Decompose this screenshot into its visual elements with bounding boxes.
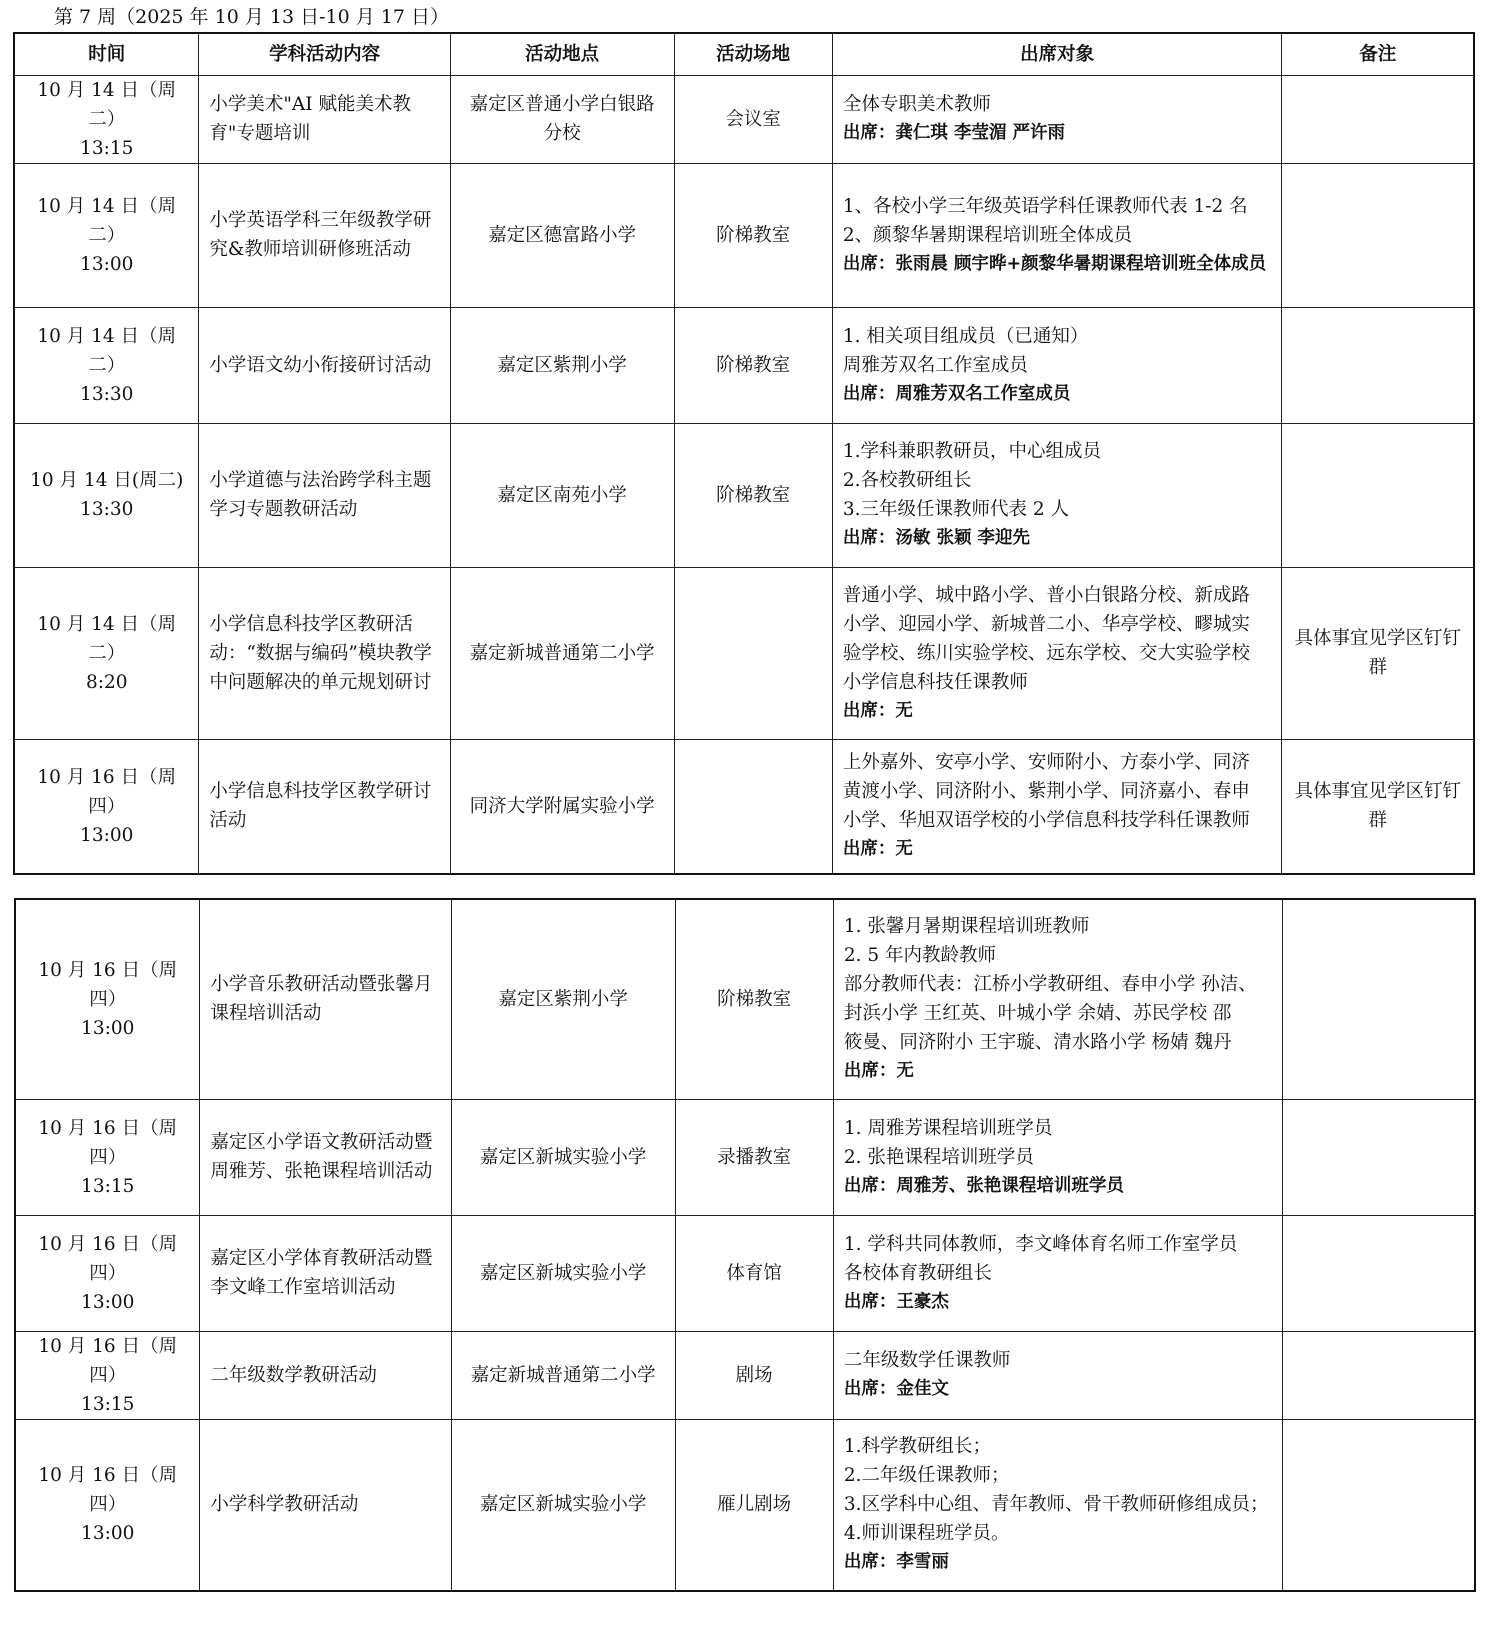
- attendee-line: 2、颜黎华暑期课程培训班全体成员: [842, 224, 1133, 246]
- activity-time: 13:00: [81, 1523, 135, 1545]
- attend-names: 张雨晨 顾宇晔+颜黎华暑期课程培训班全体成员: [895, 253, 1267, 274]
- cell-content: 嘉定区小学体育教研活动暨李文峰工作室培训活动: [200, 1215, 451, 1331]
- cell-content: 小学英语学科三年级教学研究&教师培训研修班活动: [199, 163, 450, 307]
- cell-time: [14, 739, 199, 874]
- activity-time: 13:00: [80, 253, 134, 275]
- cell-content: 小学科学教研活动: [200, 1419, 451, 1591]
- activity-date: 10 月 14 日（周二）: [37, 79, 177, 130]
- activity-date: 10 月 14 日（周二）: [37, 195, 177, 246]
- cell-content: 小学音乐教研活动暨张馨月课程培训活动: [200, 899, 451, 1099]
- cell-location: 嘉定新城普通第二小学: [450, 567, 674, 739]
- cell-attendees: [833, 1331, 1283, 1419]
- activity-date: 10 月 14 日（周二）: [37, 613, 177, 664]
- attendee-line: 封浜小学 王红英、叶城小学 余婧、苏民学校 邵: [843, 1003, 1232, 1025]
- cell-location: 同济大学附属实验小学: [450, 739, 674, 874]
- attendee-line: 4.师训课程班学员。: [843, 1523, 1010, 1545]
- attend-line: [843, 250, 1272, 279]
- activity-date: 10 月 16 日（周四）: [38, 1233, 178, 1284]
- attend-label: 出席：: [842, 123, 896, 143]
- attend-line: [844, 1288, 1273, 1317]
- cell-venue: 剧场: [675, 1331, 833, 1419]
- header-attendees: 出席对象: [832, 33, 1282, 75]
- attend-names: 龚仁琪 李莹湄 严许雨: [895, 123, 1066, 143]
- cell-location: 嘉定新城普通第二小学: [451, 1331, 675, 1419]
- table-row: [14, 75, 1474, 163]
- cell-time: [15, 899, 200, 1099]
- cell-location: 嘉定区德富路小学: [450, 163, 674, 307]
- attendee-line: 周雅芳双名工作室成员: [842, 354, 1028, 376]
- attend-names: 无: [895, 839, 913, 860]
- header-time: 时间: [14, 33, 199, 75]
- cell-venue: 会议室: [674, 75, 832, 163]
- cell-remark: [1282, 307, 1474, 423]
- attendee-line: 小学、华旭双语学校的小学信息科技学科任课教师: [842, 810, 1250, 832]
- attendee-line: 1.学科兼职教研员，中心组成员: [842, 441, 1102, 462]
- attend-names: 周雅芳、张艳课程培训班学员: [896, 1175, 1124, 1196]
- activity-date: 10 月 16 日（周四）: [38, 1465, 178, 1516]
- header-row: [14, 33, 1474, 75]
- attend-line: [843, 524, 1272, 553]
- attendee-line: 1. 相关项目组成员（已通知）: [842, 325, 1089, 347]
- cell-attendees: [832, 75, 1282, 163]
- attend-line: [843, 835, 1272, 864]
- cell-remark: [1282, 423, 1474, 567]
- table-row: [15, 899, 1475, 1099]
- table-row: [14, 423, 1474, 567]
- attend-names: 周雅芳双名工作室成员: [895, 383, 1071, 404]
- attendee-line: 1. 周雅芳课程培训班学员: [843, 1117, 1053, 1139]
- attendee-line: 普通小学、城中路小学、普小白银路分校、新成路: [842, 584, 1250, 606]
- cell-venue: 阶梯教室: [674, 307, 832, 423]
- cell-attendees: [833, 899, 1283, 1099]
- cell-venue: 阶梯教室: [675, 899, 833, 1099]
- table-row: [15, 1215, 1475, 1331]
- attendee-line: 验学校、练川实验学校、远东学校、交大实验学校: [842, 642, 1250, 664]
- attend-label: 出席：: [843, 1175, 897, 1196]
- attendee-line: 2.二年级任课教师；: [843, 1465, 1010, 1487]
- attendee-line: 2. 张艳课程培训班学员: [843, 1146, 1034, 1168]
- cell-content: 小学信息科技学区教研活动：“数据与编码”模块教学中问题解决的单元规划研讨: [199, 567, 450, 739]
- cell-venue: [674, 739, 832, 874]
- cell-time: [14, 75, 199, 163]
- attend-line: [844, 1548, 1273, 1577]
- attend-names: 无: [895, 700, 913, 721]
- attend-names: 李雪丽: [896, 1552, 949, 1573]
- header-remark: 备注: [1282, 33, 1474, 75]
- attend-names: 金佳文: [896, 1379, 949, 1399]
- cell-time: [14, 307, 199, 423]
- attendee-line: 小学、迎园小学、新城普二小、华亭学校、疁城实: [842, 613, 1250, 635]
- cell-content: 小学道德与法治跨学科主题学习专题教研活动: [199, 423, 450, 567]
- attendee-line: 全体专职美术教师: [842, 94, 991, 115]
- cell-time: [14, 163, 199, 307]
- cell-venue: 阶梯教室: [674, 163, 832, 307]
- table-row: [14, 739, 1474, 874]
- attend-label: 出席：: [843, 1061, 897, 1082]
- cell-remark: [1283, 1331, 1475, 1419]
- attend-line: [843, 380, 1272, 409]
- table-body-part-2: [15, 899, 1475, 1591]
- attend-label: 出席：: [842, 839, 896, 860]
- cell-venue: 录播教室: [675, 1099, 833, 1215]
- cell-location: 嘉定区新城实验小学: [451, 1099, 675, 1215]
- cell-time: [15, 1331, 200, 1419]
- activity-date: 10 月 14 日（周二）: [37, 325, 177, 376]
- activity-time: 13:15: [80, 137, 134, 159]
- cell-attendees: [833, 1099, 1283, 1215]
- attendee-line: 各校体育教研组长: [843, 1262, 992, 1284]
- header-location: 活动地点: [450, 33, 674, 75]
- cell-location: 嘉定区紫荆小学: [451, 899, 675, 1099]
- activity-time: 8:20: [85, 671, 128, 693]
- cell-time: [15, 1419, 200, 1591]
- attendee-line: 3.三年级任课教师代表 2 人: [842, 499, 1070, 520]
- activity-date: 10 月 16 日（周四）: [38, 959, 178, 1010]
- cell-remark: [1283, 1419, 1475, 1591]
- cell-content: 二年级数学教研活动: [200, 1331, 451, 1419]
- activity-date: 10 月 16 日（周四）: [38, 1117, 178, 1168]
- attendee-line: 3.区学科中心组、青年教师、骨干教师研修组成员；: [843, 1494, 1269, 1516]
- activity-time: 13:00: [81, 1291, 135, 1313]
- cell-remark: [1283, 1099, 1475, 1215]
- attend-names: 无: [896, 1061, 914, 1082]
- attendee-line: 1、各校小学三年级英语学科任课教师代表 1-2 名: [842, 195, 1248, 217]
- cell-attendees: [832, 163, 1282, 307]
- attend-line: [844, 1375, 1273, 1404]
- cell-location: 嘉定区南苑小学: [450, 423, 674, 567]
- attend-names: 汤敏 张颖 李迎先: [895, 528, 1031, 548]
- attend-line: [843, 697, 1272, 726]
- cell-remark: [1282, 163, 1474, 307]
- attend-label: 出席：: [842, 528, 896, 548]
- cell-attendees: [832, 567, 1282, 739]
- cell-location: 嘉定区新城实验小学: [451, 1215, 675, 1331]
- cell-attendees: [832, 307, 1282, 423]
- attendee-line: 黄渡小学、同济附小、紫荆小学、同济嘉小、春申: [842, 781, 1250, 803]
- cell-remark: 具体事宜见学区钉钉群: [1282, 739, 1474, 874]
- activity-time: 13:15: [81, 1175, 135, 1197]
- cell-attendees: [832, 739, 1282, 874]
- cell-venue: [674, 567, 832, 739]
- attendee-line: 2.各校教研组长: [842, 470, 972, 491]
- attendee-line: 1. 学科共同体教师，李文峰体育名师工作室学员: [843, 1233, 1238, 1255]
- cell-content: 小学语文幼小衔接研讨活动: [199, 307, 450, 423]
- cell-content: 小学美术"AI 赋能美术教育"专题培训: [199, 75, 450, 163]
- cell-time: [14, 567, 199, 739]
- cell-location: 嘉定区普通小学白银路分校: [450, 75, 674, 163]
- table-row: [15, 1099, 1475, 1215]
- activity-date: 10 月 14 日(周二): [30, 470, 184, 491]
- schedule-table-part-2: [14, 898, 1476, 1592]
- attend-label: 出席：: [843, 1291, 897, 1312]
- activity-time: 13:30: [80, 499, 134, 520]
- attendee-line: 小学信息科技任课教师: [842, 671, 1028, 693]
- table-body-part-1: [14, 75, 1474, 874]
- attend-label: 出席：: [843, 1379, 897, 1399]
- attendee-line: 1.科学教研组长；: [843, 1436, 992, 1458]
- cell-venue: 阶梯教室: [674, 423, 832, 567]
- activity-time: 13:00: [80, 824, 134, 846]
- attend-label: 出席：: [842, 700, 896, 721]
- attendee-line: 部分教师代表：江桥小学教研组、春申小学 孙洁、: [843, 974, 1257, 996]
- table-row: [14, 163, 1474, 307]
- cell-time: [15, 1099, 200, 1215]
- attend-names: 王豪杰: [896, 1291, 949, 1312]
- cell-content: 小学信息科技学区教学研讨活动: [199, 739, 450, 874]
- cell-remark: [1282, 75, 1474, 163]
- cell-venue: 体育馆: [675, 1215, 833, 1331]
- activity-date: 10 月 16 日（周四）: [38, 1335, 178, 1386]
- week-title: 第 7 周（2025 年 10 月 13 日-10 月 17 日）: [54, 6, 449, 28]
- cell-remark: [1283, 899, 1475, 1099]
- cell-attendees: [833, 1215, 1283, 1331]
- cell-time: [14, 423, 199, 567]
- cell-time: [15, 1215, 200, 1331]
- attend-label: 出席：: [843, 1552, 897, 1573]
- activity-time: 13:15: [81, 1393, 135, 1415]
- attendee-line: 2. 5 年内教龄教师: [843, 945, 997, 967]
- attend-line: [843, 119, 1272, 148]
- activity-time: 13:30: [80, 383, 134, 405]
- table-row: [14, 307, 1474, 423]
- cell-attendees: [832, 423, 1282, 567]
- cell-location: 嘉定区新城实验小学: [451, 1419, 675, 1591]
- attend-label: 出席：: [842, 383, 896, 404]
- attendee-line: 上外嘉外、安亭小学、安师附小、方泰小学、同济: [842, 752, 1250, 774]
- activity-time: 13:00: [81, 1017, 135, 1039]
- table-row: [15, 1419, 1475, 1591]
- cell-location: 嘉定区紫荆小学: [450, 307, 674, 423]
- cell-remark: [1283, 1215, 1475, 1331]
- attendee-line: 1. 张馨月暑期课程培训班教师: [843, 916, 1090, 938]
- cell-remark: 具体事宜见学区钉钉群: [1282, 567, 1474, 739]
- attend-label: 出席：: [842, 253, 896, 274]
- cell-venue: 雁儿剧场: [675, 1419, 833, 1591]
- activity-date: 10 月 16 日（周四）: [37, 766, 177, 817]
- header-content: 学科活动内容: [199, 33, 450, 75]
- attendee-line: 二年级数学任课教师: [843, 1350, 1011, 1371]
- attend-line: [844, 1172, 1273, 1201]
- attendee-line: 筱曼、同济附小 王宇璇、清水路小学 杨婧 魏丹: [843, 1032, 1232, 1054]
- attend-line: [844, 1057, 1273, 1086]
- table-row: [14, 567, 1474, 739]
- cell-content: 嘉定区小学语文教研活动暨周雅芳、张艳课程培训活动: [200, 1099, 451, 1215]
- schedule-table-part-1: [13, 32, 1475, 875]
- cell-attendees: [833, 1419, 1283, 1591]
- header-venue: 活动场地: [674, 33, 832, 75]
- table-row: [15, 1331, 1475, 1419]
